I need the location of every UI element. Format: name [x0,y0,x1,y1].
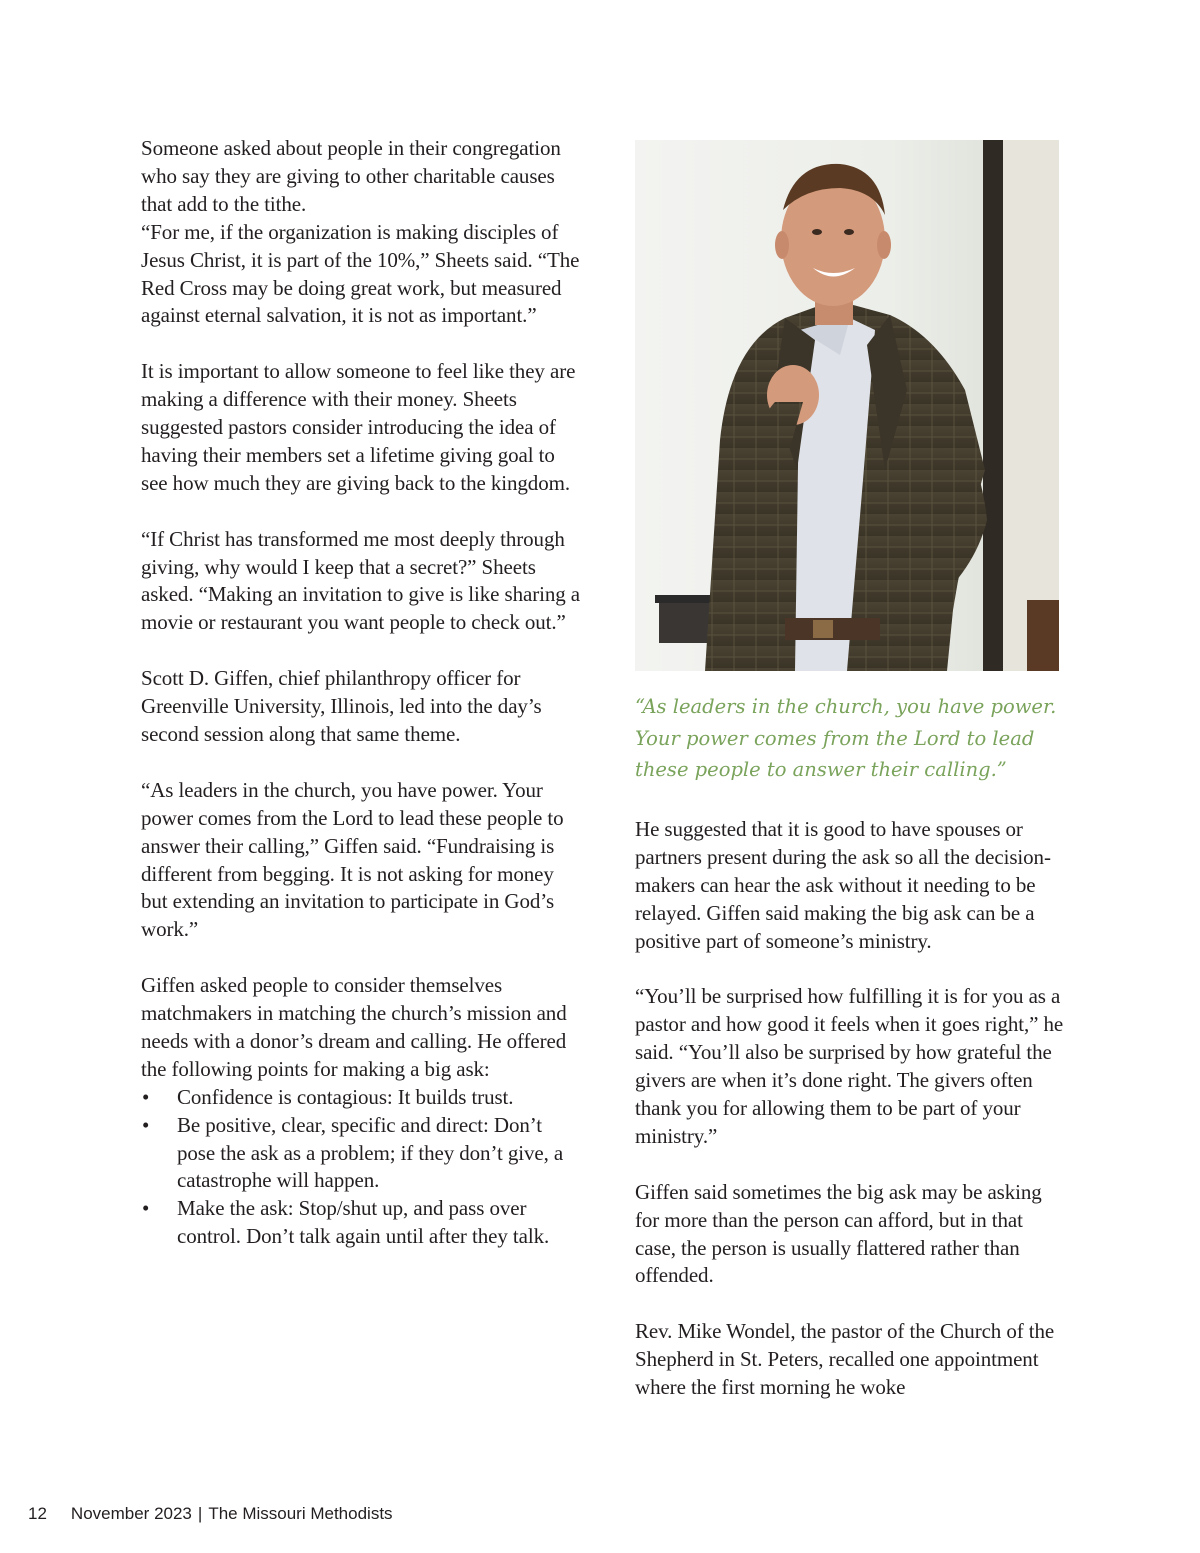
speaker-photo [635,140,1059,671]
bullet-list [141,1084,581,1251]
right-column [635,816,1065,1402]
paragraph: Giffen said sometimes the big ask may be asking for more than the person can afford, but in that case, the person is usually flattered rather than offended. [635,1179,1042,1288]
list-item-text: Confidence is contagious: It builds trust. [177,1084,514,1109]
bullet-icon: • [142,1084,150,1109]
page-footer [28,1504,393,1524]
paragraph: Rev. Mike Wondel, the pastor of the Church of the Shepherd in St. Peters, recalled one appointment where the first morning he woke [635,1319,1055,1400]
publication-name: The Missouri Methodists [208,1504,393,1523]
paragraph: “You’ll be surprised how fulfilling it is for you as a pastor and how good it feels when it goes right,” he said. “You’ll also be surprised by how grateful the givers are when it’s done right. The givers often thank you for allowing them to be part of your ministry.” [635,984,1064,1148]
footer-separator: | [197,1504,203,1523]
list-item [141,1084,581,1112]
paragraph: He suggested that it is good to have spouses or partners present during the ask so all the decision-makers can hear the ask without it needing to be relayed. Giffen said making the big ask can be a positive part of someone’s ministry. [635,817,1051,953]
bullet-icon: • [142,1196,150,1221]
issue-date: November 2023 [70,1504,192,1523]
list-item [141,1195,581,1251]
paragraph: “If Christ has transformed me most deeply through giving, why would I keep that a secret?” Sheets asked. “Making an invitation to give is like sharing a movie or restaurant you want people to check out.” [141,526,581,635]
list-item-text: Be positive, clear, specific and direct: Don’t pose the ask as a problem; if they don’t give, a catastrophe will happen. [177,1112,564,1193]
list-item [141,1112,581,1196]
left-column [141,135,581,1251]
paragraph: “As leaders in the church, you have power. Your power comes from the Lord to lead these people to answer their calling,” Giffen said. “Fundraising is different from begging. It is not asking for money but extending an invitation to participate in God’s work.” [141,777,564,942]
pull-quote: “As leaders in the church, you have power. Your power comes from the Lord to lead these people to answer their calling.” [635,695,1057,781]
page-number: 12 [28,1504,47,1523]
paragraph: Scott D. Giffen, chief philanthropy officer for Greenville University, Illinois, led into the day’s second session along that same theme. [141,666,542,746]
bullet-icon: • [142,1112,150,1137]
paragraph: Someone asked about people in their congregation who say they are giving to other charitable causes that add to the tithe. [141,136,561,216]
list-item-text: Make the ask: Stop/shut up, and pass over control. Don’t talk again until after they talk. [177,1196,550,1249]
paragraph: Giffen asked people to consider themselves matchmakers in matching the church’s mission and needs with a donor’s dream and calling. He offered the following points for making a big ask: [141,973,567,1081]
paragraph: It is important to allow someone to feel like they are making a difference with their money. Sheets suggested pastors consider introducing the idea of having their members set a lifetime giving goal to see how much they are giving back to the kingdom. [141,359,576,495]
paragraph: “For me, if the organization is making disciples of Jesus Christ, it is part of the 10%,” Sheets said. “The Red Cross may be doing great work, but measured against eternal salvation, it is not as important.” [141,219,580,328]
